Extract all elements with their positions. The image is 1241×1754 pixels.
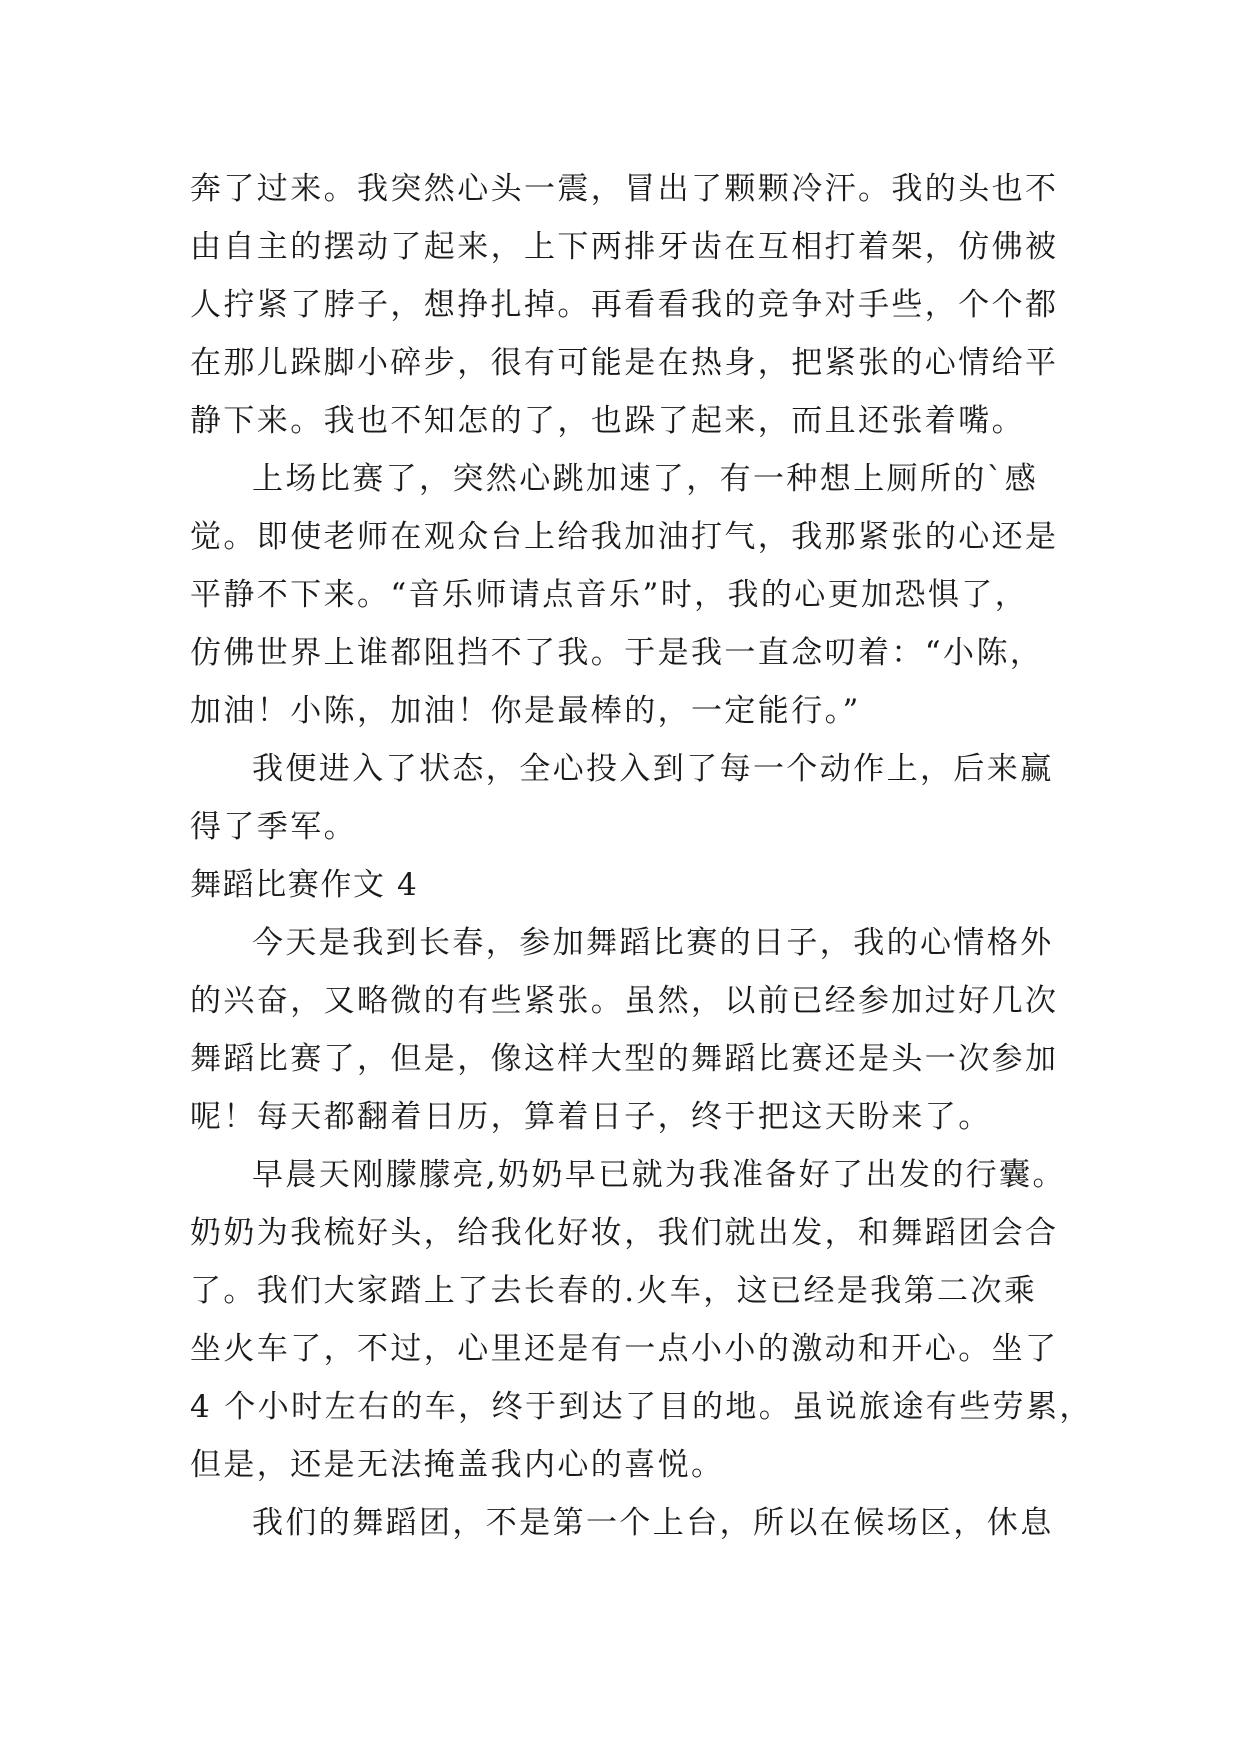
- body-text-line: 但是，还是无法掩盖我内心的喜悦。: [190, 1447, 725, 1483]
- body-text-line: 由自主的摆动了起来，上下两排牙齿在互相打着架，仿佛被: [190, 229, 1059, 265]
- body-text-line: 静下来。我也不知怎的了，也跺了起来，而且还张着嘴。: [190, 403, 1025, 439]
- body-text-line: 舞蹈比赛了，但是，像这样大型的舞蹈比赛还是头一次参加: [190, 1041, 1059, 1077]
- body-text-line: 奔了过来。我突然心头一震，冒出了颗颗冷汗。我的头也不: [190, 171, 1059, 207]
- paragraph-first-line: 上场比赛了，突然心跳加速了，有一种想上厕所的`感: [252, 461, 1039, 497]
- body-text-line: 奶奶为我梳好头，给我化好妆，我们就出发，和舞蹈团会合: [190, 1215, 1059, 1251]
- paragraph-first-line: 我们的舞蹈团，不是第一个上台，所以在候场区，休息: [252, 1505, 1054, 1541]
- body-text-line: 加油！小陈，加油！你是最棒的，一定能行。”: [190, 693, 861, 729]
- body-text-line: 呢！每天都翻着日历，算着日子，终于把这天盼来了。: [190, 1099, 992, 1135]
- body-text-line: 觉。即使老师在观众台上给我加油打气，我那紧张的心还是: [190, 519, 1059, 555]
- body-text-line: 的兴奋，又略微的有些紧张。虽然，以前已经参加过好几次: [190, 983, 1059, 1019]
- body-text-line: 得了季军。: [190, 809, 357, 845]
- body-text-line: 人拧紧了脖子，想挣扎掉。再看看我的竞争对手些，个个都: [190, 287, 1059, 323]
- section-heading: 舞蹈比赛作文 4: [190, 867, 419, 903]
- body-text-line: 平静不下来。“音乐师请点音乐”时，我的心更加恐惧了，: [190, 577, 1029, 613]
- body-text-line: 4 个小时左右的车，终于到达了目的地。虽说旅途有些劳累，: [190, 1389, 1093, 1425]
- body-text-line: 了。我们大家踏上了去长春的.火车，这已经是我第二次乘: [190, 1273, 1038, 1309]
- paragraph-first-line: 今天是我到长春，参加舞蹈比赛的日子，我的心情格外: [252, 925, 1054, 961]
- paragraph-first-line: 早晨天刚朦朦亮,奶奶早已就为我准备好了出发的行囊。: [252, 1157, 1066, 1193]
- body-text-line: 在那儿跺脚小碎步，很有可能是在热身，把紧张的心情给平: [190, 345, 1059, 381]
- paragraph-first-line: 我便进入了状态，全心投入到了每一个动作上，后来赢: [252, 751, 1054, 787]
- body-text-line: 仿佛世界上谁都阻挡不了我。于是我一直念叨着：“小陈，: [190, 635, 1044, 671]
- body-text-line: 坐火车了，不过，心里还是有一点小小的激动和开心。坐了: [190, 1331, 1059, 1367]
